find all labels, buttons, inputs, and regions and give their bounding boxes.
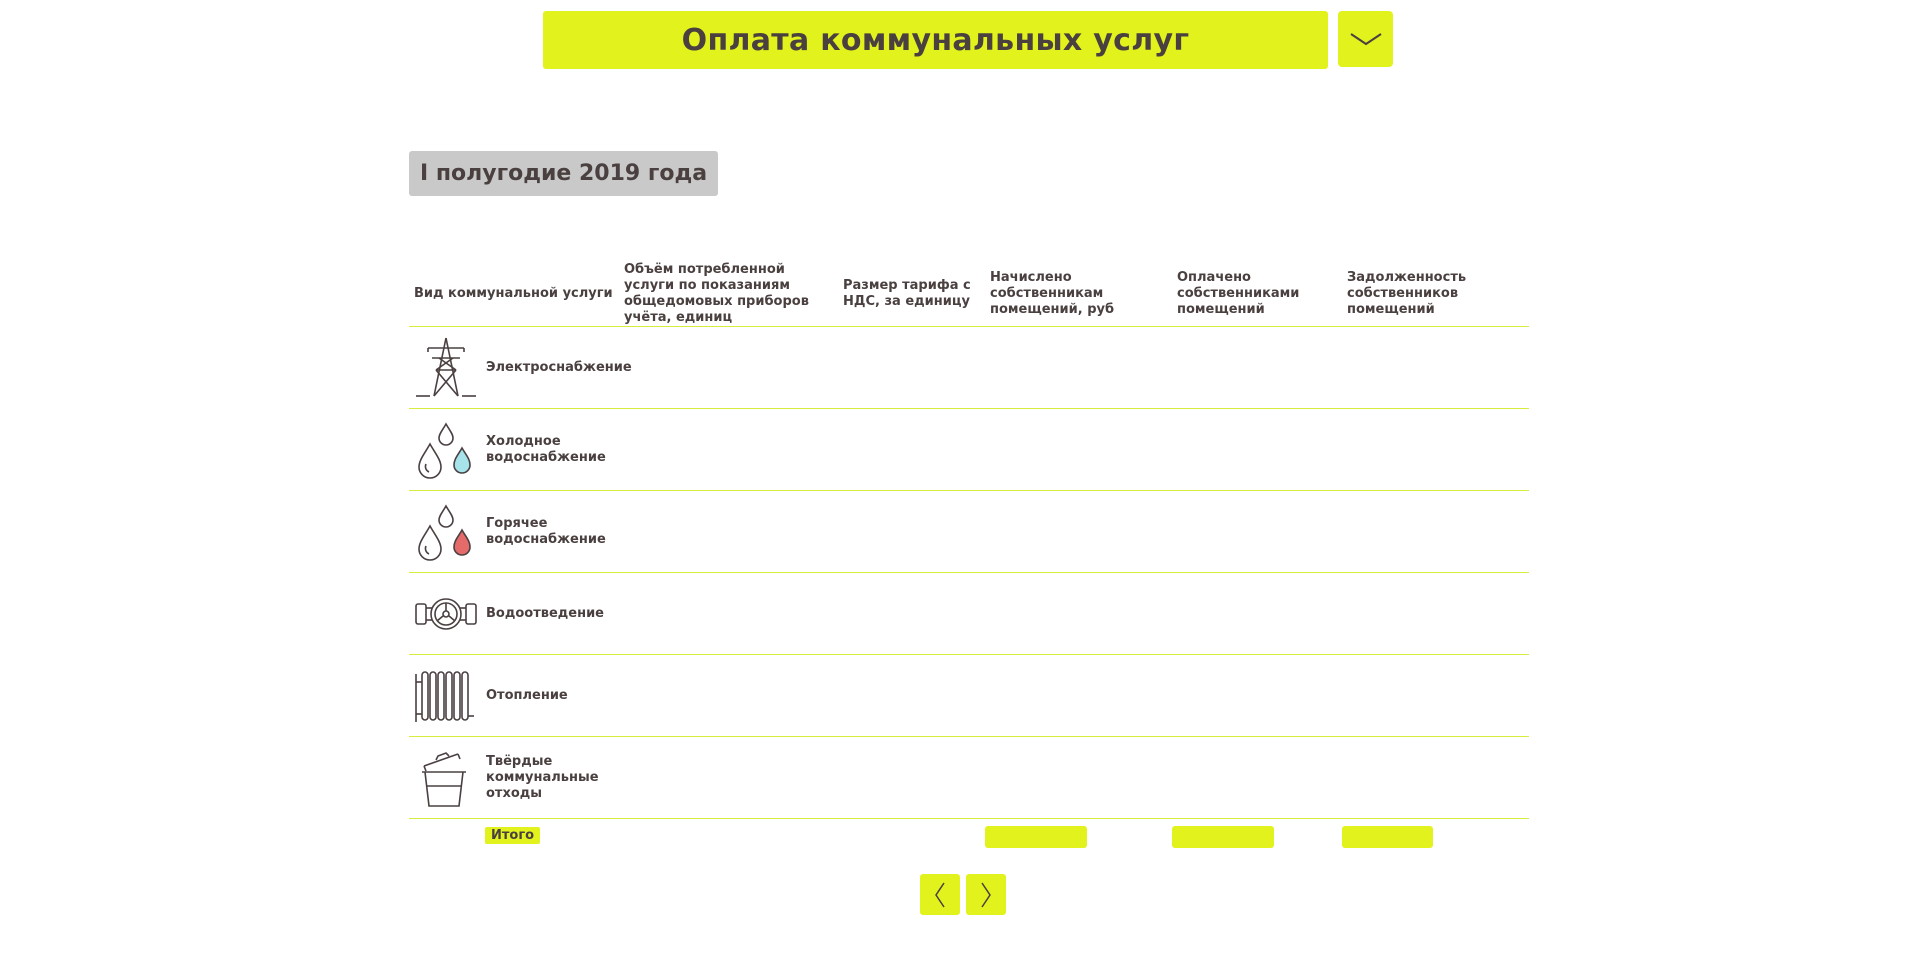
total-label: Итого	[485, 827, 540, 844]
pipe-valve-icon	[414, 582, 478, 646]
table-row	[409, 655, 1529, 737]
trash-bin-icon	[414, 746, 478, 810]
table-row	[409, 573, 1529, 655]
total-debt-cell	[1342, 826, 1433, 848]
utilities-table	[409, 262, 1529, 859]
next-page-button[interactable]	[966, 874, 1006, 915]
previous-page-button[interactable]	[920, 874, 960, 915]
service-label: Горячее водоснабжение	[486, 515, 606, 547]
total-charged-cell	[985, 826, 1087, 848]
cold-water-drops-icon	[414, 418, 478, 482]
column-header-service: Вид коммунальной услуги	[414, 286, 613, 301]
table-row	[409, 737, 1529, 819]
total-row	[409, 819, 1529, 859]
page-title: Оплата коммунальных услуг	[543, 11, 1328, 69]
column-header-tariff: Размер тарифа с НДС, за единицу	[843, 278, 971, 309]
column-header-charged: Начислено собственникам помещений, руб	[990, 270, 1115, 317]
column-header-volume: Объём потребленной услуги по показаниям общедомовых приборов учёта, единиц	[624, 262, 809, 325]
power-tower-icon	[414, 336, 478, 400]
chevron-down-icon	[1349, 32, 1383, 46]
column-header-paid: Оплачено собственниками помещений	[1177, 270, 1300, 317]
table-row	[409, 327, 1529, 409]
table-header	[409, 262, 1529, 327]
total-paid-cell	[1172, 826, 1274, 848]
service-label: Твёрдые коммунальные отходы	[486, 753, 599, 801]
hot-water-drops-icon	[414, 500, 478, 564]
chevron-right-icon	[979, 881, 993, 909]
service-label: Холодное водоснабжение	[486, 433, 606, 465]
service-label: Электроснабжение	[486, 359, 632, 375]
table-row	[409, 491, 1529, 573]
column-header-debt: Задолженность собственников помещений	[1347, 270, 1467, 317]
service-label: Отопление	[486, 687, 568, 703]
radiator-icon	[414, 664, 478, 728]
table-row	[409, 409, 1529, 491]
chevron-left-icon	[933, 881, 947, 909]
period-badge: I полугодие 2019 года	[409, 151, 718, 196]
dropdown-toggle-button[interactable]	[1338, 11, 1393, 67]
service-label: Водоотведение	[486, 605, 605, 621]
